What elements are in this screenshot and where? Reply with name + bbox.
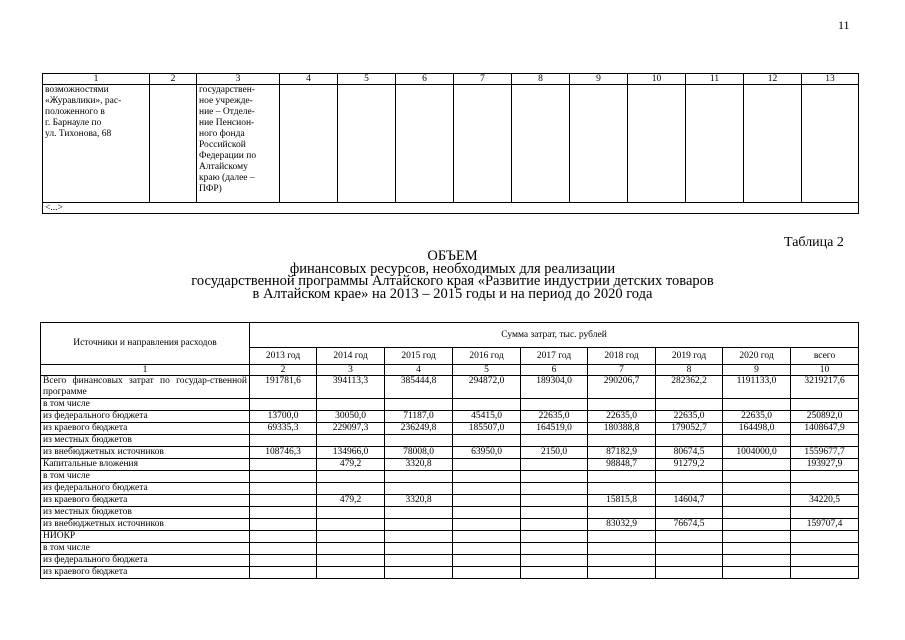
value-cell [317,483,385,495]
table-title [0,250,905,300]
value-cell: 236249,8 [385,423,453,435]
column-number-row [43,74,859,85]
value-cell: 180388,8 [588,423,656,435]
value-cell [250,519,317,531]
value-cell [250,555,317,567]
year-header: 2019 год [656,348,723,365]
value-cell [250,543,317,555]
header-sum: Сумма затрат, тыс. рублей [250,323,859,348]
value-cell: 134966,0 [317,447,385,459]
year-header: всего [791,348,859,365]
value-cell [656,435,723,447]
value-cell [588,567,656,579]
column-number: 5 [338,74,396,85]
co-executor-cell [197,85,280,203]
value-cell [317,399,385,411]
year-header: 2013 год [250,348,317,365]
value-cell: 290206,7 [588,376,656,399]
table-row [41,471,859,483]
value-cell [385,555,453,567]
row-label: из краевого бюджета [41,567,250,579]
value-cell [453,495,521,507]
value-cell [453,531,521,543]
value-cell: 3320,8 [385,495,453,507]
value-cell [317,471,385,483]
value-cell [521,555,588,567]
value-cell [723,555,791,567]
value-cell [385,543,453,555]
row-label: из внебюджетных источников [41,447,250,459]
value-cell: 108746,3 [250,447,317,459]
value-cell: 479,2 [317,495,385,507]
column-number: 3 [317,365,385,376]
value-cell [791,399,859,411]
table-row [41,507,859,519]
value-cell: 13700,0 [250,411,317,423]
value-cell [250,495,317,507]
value-cell [250,435,317,447]
column-number: 11 [686,74,744,85]
cell-text-line: Алтайскому [199,162,248,172]
table-row [41,531,859,543]
row-label: Капитальные вложения [41,459,250,471]
row-label: НИОКР [41,531,250,543]
ellipsis-cell: <...> [43,203,859,214]
value-cell: 3219217,6 [791,376,859,399]
cell-text-line: ул. Тихонова, 68 [45,129,112,139]
row-label: из местных бюджетов [41,435,250,447]
row-label: из местных бюджетов [41,507,250,519]
value-cell [385,519,453,531]
column-number: 12 [744,74,802,85]
column-number: 3 [197,74,280,85]
value-cell [521,519,588,531]
table-row [41,399,859,411]
value-cell [521,543,588,555]
value-cell: 164519,0 [521,423,588,435]
value-cell [723,399,791,411]
column-number: 13 [802,74,859,85]
ellipsis-row [43,203,859,214]
value-cell [588,543,656,555]
year-header: 2017 год [521,348,588,365]
cell-text-line: ПФР) [199,184,222,194]
cell-text-line: государствен- [199,85,255,95]
value-cell: 479,2 [317,459,385,471]
year-header: 2018 год [588,348,656,365]
value-cell [791,543,859,555]
value-cell: 98848,7 [588,459,656,471]
column-number: 6 [521,365,588,376]
value-cell [385,507,453,519]
value-cell [250,507,317,519]
value-cell: 80674,5 [656,447,723,459]
value-cell [791,531,859,543]
value-cell [791,435,859,447]
value-cell [385,531,453,543]
value-cell [791,483,859,495]
value-cell [723,435,791,447]
cell-text-line: «Журавлики», рас- [45,96,122,106]
value-cell: 76674,5 [656,519,723,531]
value-cell [317,543,385,555]
value-cell [656,531,723,543]
column-number: 4 [280,74,338,85]
value-cell: 1191133,0 [723,376,791,399]
table-row [41,555,859,567]
value-cell [317,507,385,519]
row-label: в том числе [41,471,250,483]
column-number: 8 [512,74,570,85]
table-row [43,85,859,203]
value-cell [723,495,791,507]
value-cell [250,567,317,579]
value-cell [453,567,521,579]
cell-text-line: г. Барнауле по [45,118,102,128]
value-cell [453,555,521,567]
value-cell: 394113,3 [317,376,385,399]
financing-table [40,322,859,579]
value-cell: 15815,8 [588,495,656,507]
row-label: в том числе [41,543,250,555]
value-cell [521,459,588,471]
value-cell: 78008,0 [385,447,453,459]
value-cell: 1408647,9 [791,423,859,435]
value-cell: 385444,8 [385,376,453,399]
value-cell [317,555,385,567]
value-cell: 185507,0 [453,423,521,435]
row-label: из краевого бюджета [41,495,250,507]
value-cell: 34220,5 [791,495,859,507]
table-row [41,459,859,471]
value-cell [723,519,791,531]
value-cell [385,567,453,579]
value-cell: 189304,0 [521,376,588,399]
value-cell [521,471,588,483]
value-cell: 159707,4 [791,519,859,531]
value-cell: 22635,0 [656,411,723,423]
year-header: 2016 год [453,348,521,365]
value-cell [250,471,317,483]
value-cell [521,483,588,495]
row-label: из федерального бюджета [41,411,250,423]
cell-text-line: возможностями [45,85,109,95]
value-cell [588,507,656,519]
column-number: 4 [385,365,453,376]
value-cell: 87182,9 [588,447,656,459]
value-cell [791,507,859,519]
value-cell: 91279,2 [656,459,723,471]
column-number: 2 [250,365,317,376]
value-cell [791,555,859,567]
page-number: 11 [838,18,850,32]
value-cell [317,567,385,579]
value-cell [723,471,791,483]
value-cell [791,471,859,483]
value-cell [723,543,791,555]
value-cell [385,399,453,411]
row-label: из краевого бюджета [41,423,250,435]
value-cell [250,531,317,543]
table-label: Таблица 2 [784,235,844,250]
value-cell [453,435,521,447]
value-cell: 1559677,7 [791,447,859,459]
cell-text-line: Российской [199,140,246,150]
value-cell: 22635,0 [521,411,588,423]
value-cell [656,399,723,411]
value-cell: 164498,0 [723,423,791,435]
value-cell: 193927,9 [791,459,859,471]
value-cell: 3320,8 [385,459,453,471]
year-header: 2014 год [317,348,385,365]
row-label: в том числе [41,399,250,411]
year-header: 2015 год [385,348,453,365]
value-cell [521,531,588,543]
value-cell: 1004000,0 [723,447,791,459]
facility-description-cell [43,85,150,203]
empty-cell [150,85,197,203]
title-line-4: в Алтайском крае» на 2013 – 2015 годы и на период до 2020 года [252,285,653,302]
table-row [41,519,859,531]
value-cell [588,483,656,495]
column-number: 10 [791,365,859,376]
row-label: из внебюджетных источников [41,519,250,531]
table-row [41,435,859,447]
row-label: Всего финансовых затрат по государ-ственной программе [41,376,250,399]
value-cell: 22635,0 [588,411,656,423]
value-cell: 179052,7 [656,423,723,435]
table-row [41,411,859,423]
value-cell [521,567,588,579]
value-cell: 69335,3 [250,423,317,435]
column-number: 6 [396,74,454,85]
column-number: 7 [588,365,656,376]
value-cell [723,483,791,495]
value-cell [656,567,723,579]
table-row [41,447,859,459]
value-cell [453,543,521,555]
table-row [41,483,859,495]
value-cell [317,531,385,543]
title-line-3: государственной программы Алтайского края «Развитие индустрии детских товаров [191,273,714,289]
value-cell: 14604,7 [656,495,723,507]
value-cell [656,471,723,483]
year-header: 2020 год [723,348,791,365]
value-cell [250,459,317,471]
value-cell: 229097,3 [317,423,385,435]
table-row [41,567,859,579]
value-cell [453,507,521,519]
value-cell: 45415,0 [453,411,521,423]
column-number: 5 [453,365,521,376]
value-cell [723,507,791,519]
value-cell: 83032,9 [588,519,656,531]
continuation-table [42,73,859,214]
column-number: 10 [628,74,686,85]
column-number: 1 [43,74,150,85]
value-cell [453,519,521,531]
value-cell [791,567,859,579]
value-cell [656,555,723,567]
row-label: из федерального бюджета [41,483,250,495]
value-cell: 71187,0 [385,411,453,423]
value-cell [385,435,453,447]
cell-text-line: ного фонда [199,129,245,139]
header-source: Источники и направления расходов [41,323,250,365]
column-number: 9 [570,74,628,85]
value-cell [521,399,588,411]
value-cell: 30050,0 [317,411,385,423]
value-cell [385,471,453,483]
value-cell [656,543,723,555]
value-cell: 63950,0 [453,447,521,459]
cell-text-line: ние Пенсион- [199,118,255,128]
value-cell [588,399,656,411]
value-cell [588,555,656,567]
value-cell [250,399,317,411]
title-line-1: ОБЪЕМ [427,248,478,264]
cell-text-line: положенного в [45,107,105,117]
value-cell: 191781,6 [250,376,317,399]
column-number: 1 [41,365,250,376]
cell-text-line: ное учрежде- [199,96,253,106]
value-cell [521,507,588,519]
value-cell [588,471,656,483]
value-cell [521,495,588,507]
value-cell [588,435,656,447]
column-number-row [41,365,859,376]
value-cell: 294872,0 [453,376,521,399]
value-cell [723,567,791,579]
column-number: 7 [454,74,512,85]
column-number: 9 [723,365,791,376]
value-cell [453,471,521,483]
value-cell [521,435,588,447]
value-cell [453,459,521,471]
table-row [41,495,859,507]
title-line-2: финансовых ресурсов, необходимых для реализации [289,260,616,277]
table-row [41,376,859,399]
value-cell [453,483,521,495]
value-cell [656,483,723,495]
value-cell: 250892,0 [791,411,859,423]
value-cell: 22635,0 [723,411,791,423]
value-cell [317,519,385,531]
value-cell: 2150,0 [521,447,588,459]
value-cell: 282362,2 [656,376,723,399]
value-cell [723,459,791,471]
table-row [41,423,859,435]
value-cell [250,483,317,495]
value-cell [385,483,453,495]
value-cell [453,399,521,411]
value-cell [723,531,791,543]
row-label: из федерального бюджета [41,555,250,567]
cell-text-line: ние – Отделе- [199,107,255,117]
value-cell [317,435,385,447]
column-number: 2 [150,74,197,85]
table-row [41,543,859,555]
column-number: 8 [656,365,723,376]
value-cell [656,507,723,519]
cell-text-line: Федерации по [199,151,257,161]
value-cell [588,531,656,543]
cell-text-line: краю (далее – [199,173,255,183]
